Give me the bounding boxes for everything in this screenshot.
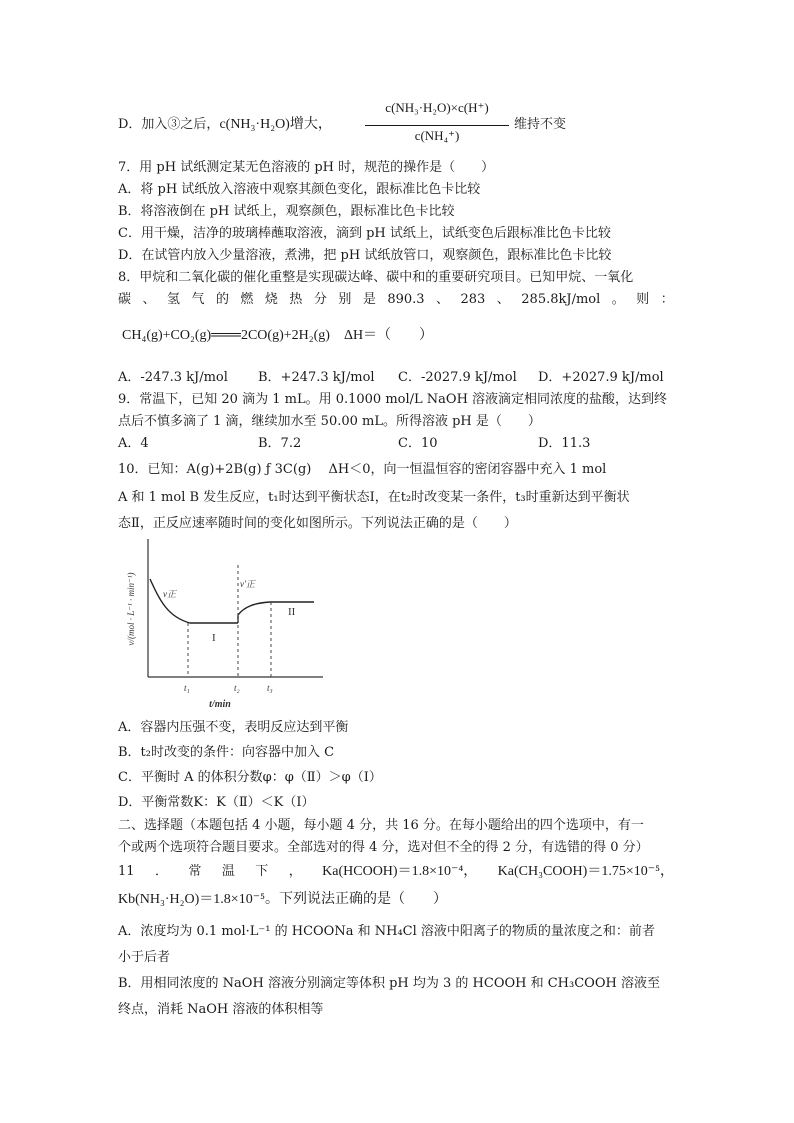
graph-region-2-label: II <box>288 606 296 618</box>
q10-stem-line1: 10．已知：A(g)+2B(g) ƒ 3C(g) ΔH＜0，向一恒温恒容的密闭容器中充入 1 mol <box>118 462 607 477</box>
q10-stem-line2: A 和 1 mol B 发生反应，t₁时达到平衡状态Ⅰ，在t₂时改变某一条件，t₃时重新达到平衡状 <box>118 490 630 505</box>
q7-option-c: C．用干燥，洁净的玻璃棒蘸取溶液，滴到 pH 试纸上，试纸变色后跟标准比色卡比较 <box>118 226 611 241</box>
q9-option-b: B．7.2 <box>258 436 302 451</box>
graph-region-1-label: I <box>212 632 216 644</box>
q10-option-a: A．容器内压强不变，表明反应达到平衡 <box>118 720 349 735</box>
q8-equation: CH₄(g)+CO₂(g)═══2CO(g)+2H₂(g) ΔH＝（ ） <box>122 328 434 343</box>
q10-option-d: D．平衡常数K：K（Ⅱ）＜K（Ⅰ） <box>118 795 315 810</box>
q7-option-d: D．在试管内放入少量溶液，煮沸，把 pH 试纸放管口，观察颜色，跟标准比色卡比较 <box>118 248 612 263</box>
q8-option-b: B．+247.3 kJ/mol <box>258 370 375 385</box>
q10-stem-line3: 态Ⅱ，正反应速率随时间的变化如图所示。下列说法正确的是（ ） <box>118 516 517 531</box>
rate-time-graph <box>118 535 328 713</box>
section2-header-line1: 二、选择题（本题包括 4 小题，每小题 4 分，共 16 分。在每小题给出的四个选项中，有一 <box>118 818 644 833</box>
q11-option-a-line1: A．浓度均为 0.1 mol·L⁻¹ 的 HCOONa 和 NH₄Cl 溶液中阳离子的物质的量浓度之和：前者 <box>118 924 655 939</box>
graph-curve-forward-rate <box>150 579 238 623</box>
q8-option-c: C．-2027.9 kJ/mol <box>398 370 517 385</box>
q9-option-d: D．11.3 <box>538 436 591 451</box>
graph-tick-t1: t₁ <box>184 683 190 693</box>
q9-option-c: C．10 <box>398 436 438 451</box>
q6-fraction-denominator: c(NH₄⁺) <box>414 128 460 143</box>
q6-fraction-numerator: c(NH₃·H₂O)×c(H⁺) <box>385 100 489 115</box>
q9-option-a: A．4 <box>118 436 149 451</box>
graph-y-axis-label: v/(mol · L⁻¹ · min⁻¹) <box>126 572 136 646</box>
graph-tick-t3: t₃ <box>267 683 273 693</box>
q9-stem-line1: 9．常温下，已知 20 滴为 1 mL。用 0.1000 mol/L NaOH 溶液滴定相同浓度的盐酸，达到终 <box>118 392 668 407</box>
q11-stem-line1: 11 ． 常 温 下 ， Ka(HCOOH)＝1.8×10⁻⁴， Ka(CH₃COOH)＝1.75×10⁻⁵， <box>118 864 674 879</box>
q10-option-c: C．平衡时 A 的体积分数φ：φ（Ⅱ）＞φ（Ⅰ） <box>118 770 382 785</box>
q7-option-a: A．将 pH 试纸放入溶液中观察其颜色变化，跟标准比色卡比较 <box>118 182 481 197</box>
q10-option-b: B．t₂时改变的条件：向容器中加入 C <box>118 745 335 760</box>
q7-option-b: B．将溶液倒在 pH 试纸上，观察颜色，跟标准比色卡比较 <box>118 204 455 219</box>
q11-option-b-line2: 终点，消耗 NaOH 溶液的体积相等 <box>118 1002 324 1017</box>
q6-option-d-suffix: 维持不变 <box>514 117 567 132</box>
section2-header-line2: 个或两个选项符合题目要求。全部选对的得 4 分，选对但不全的得 2 分，有选错的得 0 分） <box>118 840 649 855</box>
q11-option-a-line2: 小于后者 <box>118 950 171 965</box>
q8-stem-line2: 碳 、 氢 气 的 燃 烧 热 分 别 是 890.3 、 283 、 285.8kJ/mol 。 则 ： <box>118 292 674 307</box>
q9-stem-line2: 点后不慎多滴了 1 滴，继续加水至 50.00 mL。所得溶液 pH 是（ ） <box>118 414 541 429</box>
q8-option-a: A．-247.3 kJ/mol <box>118 370 228 385</box>
graph-x-axis-label: t/min <box>209 699 231 710</box>
q7-stem: 7．用 pH 试纸测定某无色溶液的 pH 时，规范的操作是（ ） <box>118 160 495 175</box>
q8-stem-line1: 8．甲烷和二氧化碳的催化重整是实现碳达峰、碳中和的重要研究项目。已知甲烷、一氧化 <box>118 270 634 285</box>
graph-curve-after-change <box>238 602 314 623</box>
q11-option-b-line1: B．用相同浓度的 NaOH 溶液分别滴定等体积 pH 均为 3 的 HCOOH 和 CH₃COOH 溶液至 <box>118 976 660 991</box>
q8-option-d: D．+2027.9 kJ/mol <box>538 370 664 385</box>
q6-fraction-bar <box>365 125 509 126</box>
graph-v-forward-label: v正 <box>163 589 176 599</box>
graph-v-forward-prime-label: v'正 <box>240 579 255 589</box>
q11-stem-line2: Kb(NH₃·H₂O)＝1.8×10⁻⁵。下列说法正确的是（ ） <box>118 892 447 907</box>
q6-option-d-prefix: D．加入③之后，c(NH₃·H₂O)增大， <box>118 117 332 132</box>
graph-tick-t2: t₂ <box>234 683 240 693</box>
